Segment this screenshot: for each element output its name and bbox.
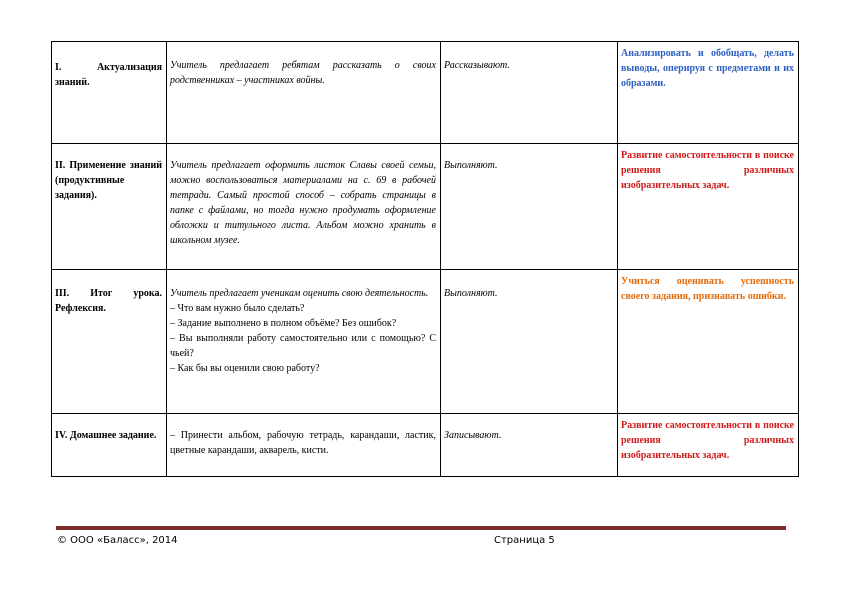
stage-label: II. Применение знаний (продуктивные задания). (55, 160, 162, 201)
students-cell (441, 270, 618, 414)
goal-cell (618, 270, 799, 414)
goal-text: Развитие самостоятельности в поиске решения различных изобразительных задач. (621, 150, 794, 191)
students-cell (441, 42, 618, 144)
goal-text: Анализировать и обобщать, делать выводы, оперируя с предметами и их образами. (621, 48, 794, 89)
teacher-activity: Учитель предлагает ребятам рассказать о своих родственниках – участниках войны. (170, 60, 436, 86)
goal-cell (618, 144, 799, 270)
table-row (52, 414, 799, 477)
goal-text: Учиться оценивать успешность своего задания, признавать ошибки. (621, 276, 794, 302)
stage-cell (52, 42, 167, 144)
table-row (52, 42, 799, 144)
stage-label: III. Итог урока. Рефлексия. (55, 288, 162, 314)
stage-cell (52, 270, 167, 414)
students-cell (441, 414, 618, 477)
stage-label: IV. Домашнее задание. (55, 430, 157, 441)
goal-text: Развитие самостоятельности в поиске решения различных изобразительных задач. (621, 420, 794, 461)
teacher-activity: – Принести альбом, рабочую тетрадь, карандаши, ластик, цветные карандаши, акварель, кисти. (170, 430, 436, 456)
goal-cell (618, 414, 799, 477)
stage-cell (52, 414, 167, 477)
footer-copyright: © ООО «Баласс», 2014 (57, 535, 178, 546)
teacher-cell (167, 42, 441, 144)
footer-divider (56, 526, 786, 530)
question-item: – Что вам нужно было сделать? (170, 303, 305, 314)
teacher-cell (167, 414, 441, 477)
goal-cell (618, 42, 799, 144)
teacher-cell (167, 144, 441, 270)
question-item: – Вы выполняли работу самостоятельно или с помощью? С чьей? (170, 333, 436, 359)
table-row (52, 144, 799, 270)
students-cell (441, 144, 618, 270)
question-item: – Задание выполнено в полном объёме? Без ошибок? (170, 318, 397, 329)
page-number: Страница 5 (494, 535, 555, 546)
teacher-activity: Учитель предлагает ученикам оценить свою деятельность. (170, 288, 429, 299)
teacher-activity: Учитель предлагает оформить листок Славы своей семьи, можно воспользоваться материалами на с. 69 в рабочей тетради. Самый простой способ – собрать страницы в папке с файлами, но тогда нужно продумать оформление обложки и титульного листа. Альбом можно хранить в школьном музее. (170, 160, 436, 246)
student-activity: Выполняют. (444, 288, 498, 299)
teacher-cell (167, 270, 441, 414)
question-item: – Как бы вы оценили свою работу? (170, 363, 320, 374)
stage-label: I. Актуализация знаний. (55, 62, 162, 88)
lesson-plan-table (51, 41, 799, 477)
table-row (52, 270, 799, 414)
student-activity: Рассказывают. (444, 60, 510, 71)
student-activity: Записывают. (444, 430, 502, 441)
student-activity: Выполняют. (444, 160, 498, 171)
stage-cell (52, 144, 167, 270)
